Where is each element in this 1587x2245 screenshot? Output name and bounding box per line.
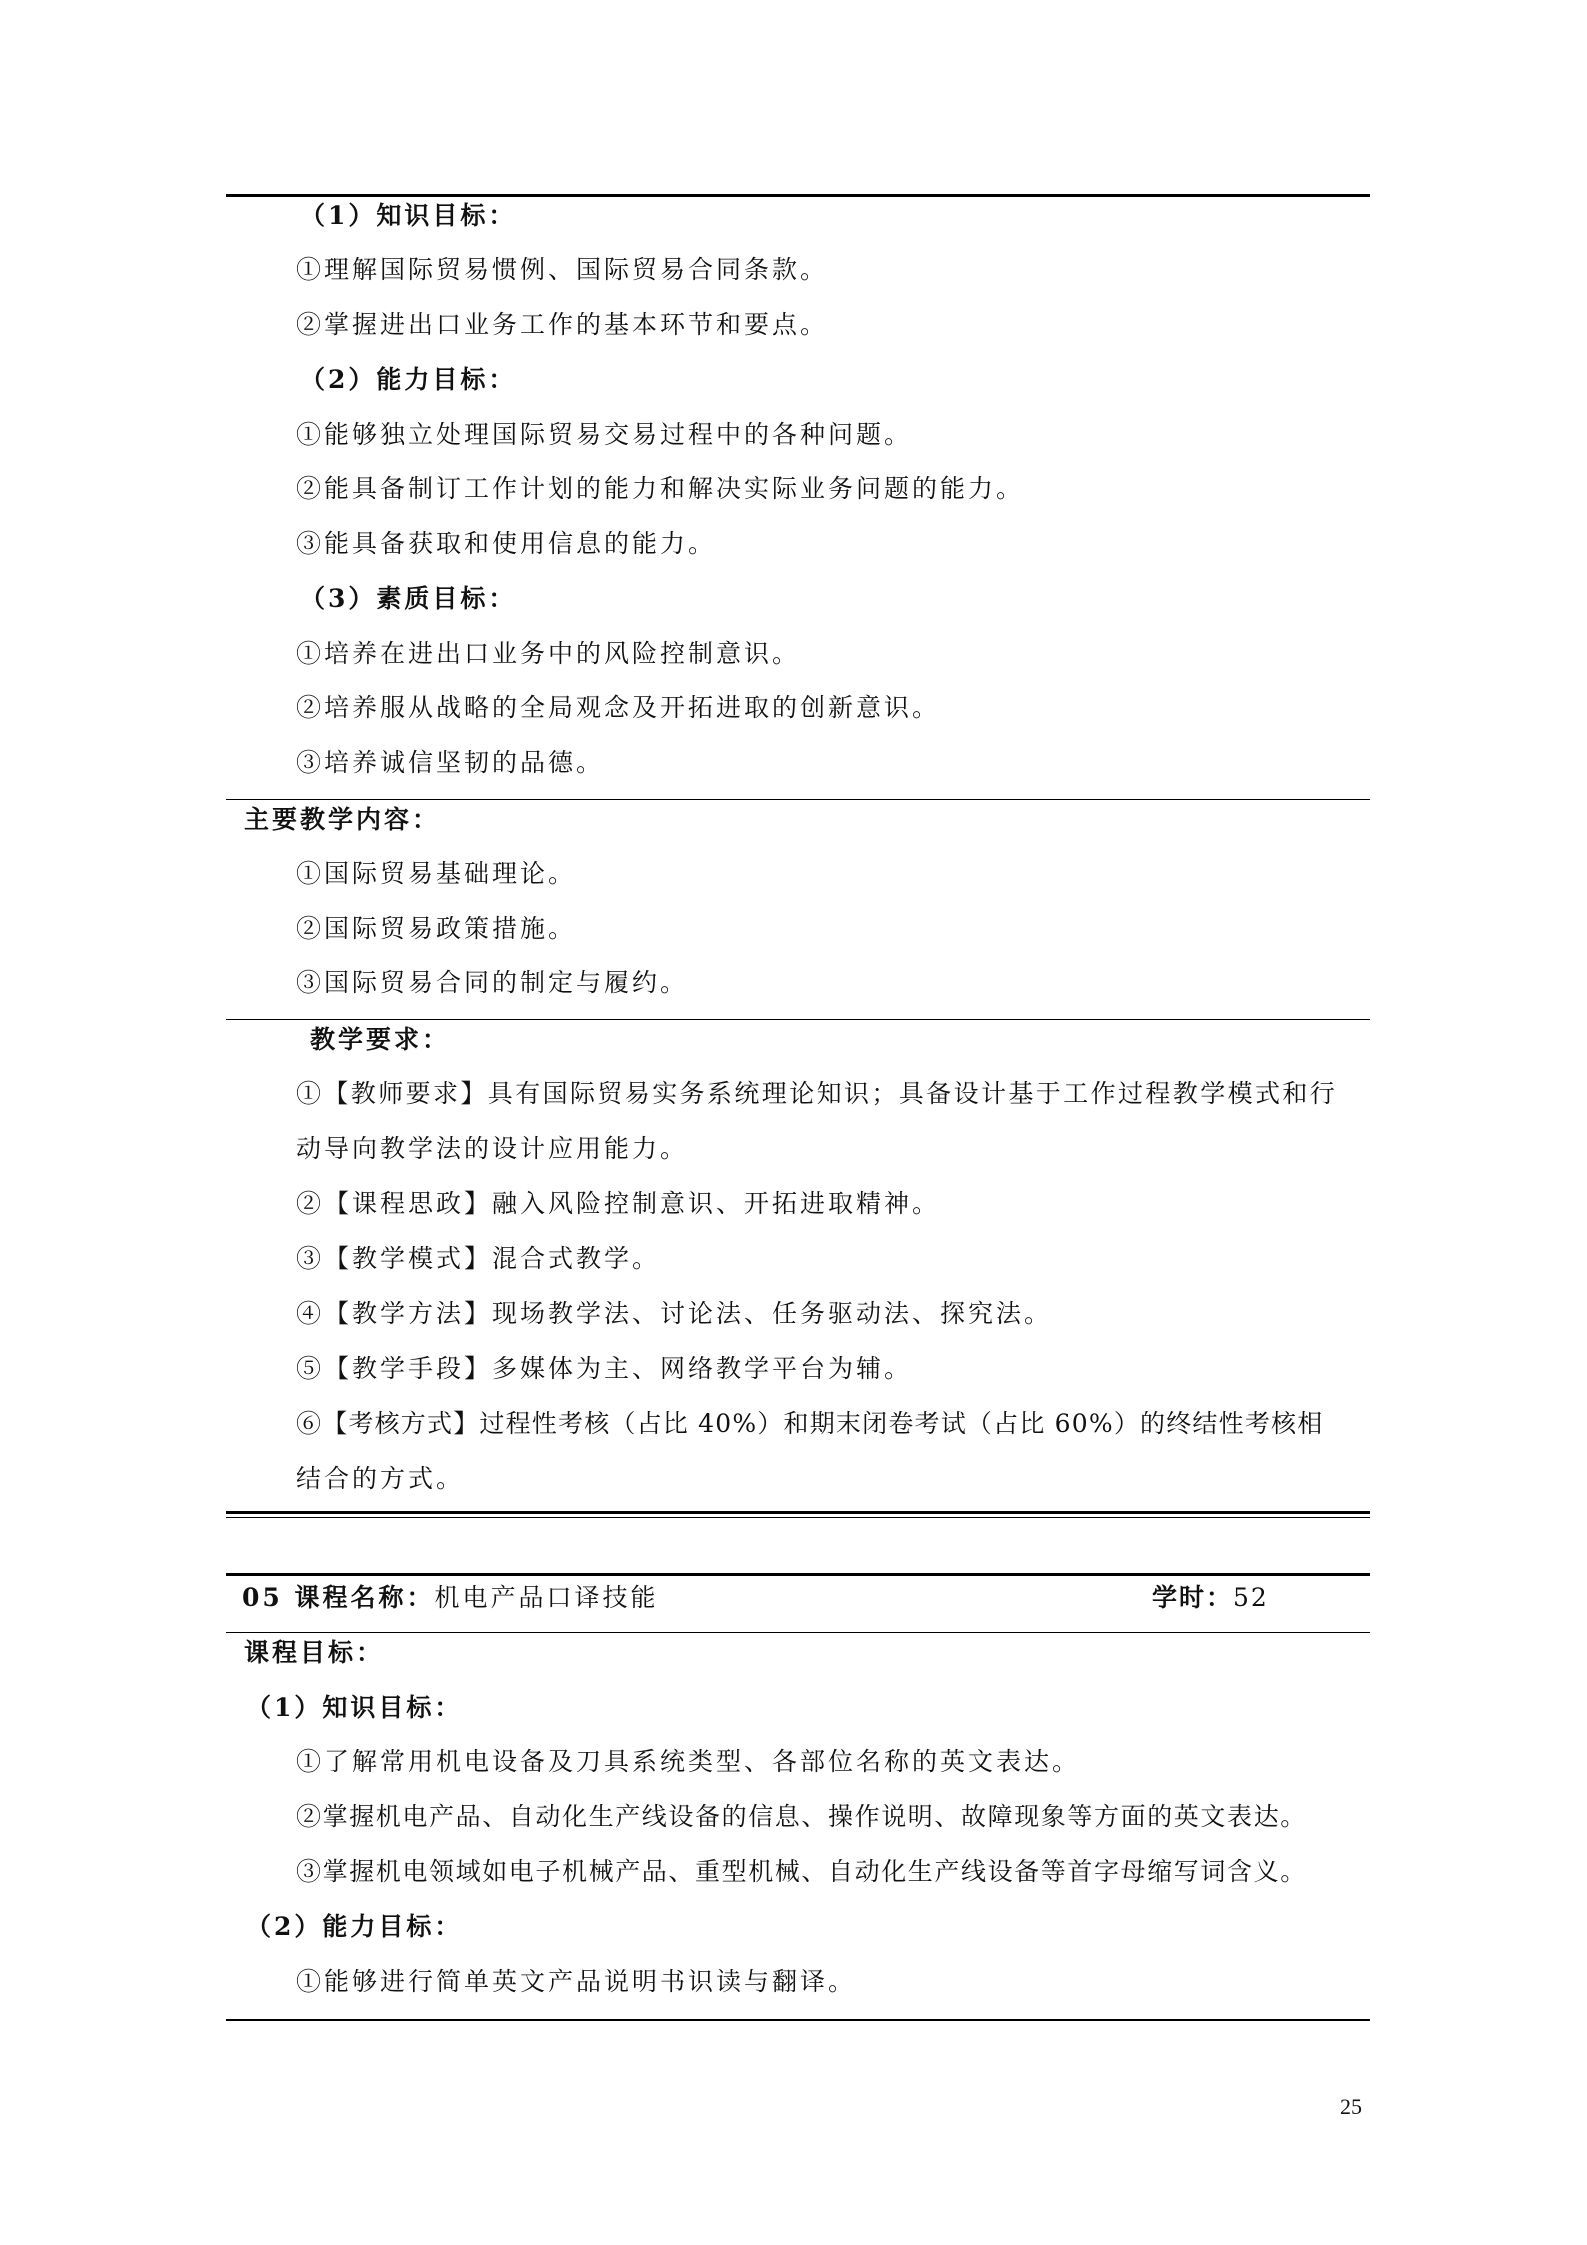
course-hours-label: 学时： bbox=[1152, 1583, 1234, 1612]
row-divider bbox=[226, 1632, 1370, 1633]
course-title-row bbox=[242, 1582, 659, 1614]
table-border-top bbox=[226, 194, 1370, 197]
teaching-requirements-heading: 教学要求： bbox=[310, 1025, 451, 1054]
quality-goals-heading: （3）素质目标： bbox=[300, 584, 517, 613]
teaching-content-item: ①国际贸易基础理论。 bbox=[296, 859, 577, 888]
knowledge-goal-item: ③掌握机电领域如电子机械产品、重型机械、自动化生产线设备等首字母缩写词含义。 bbox=[296, 1857, 1307, 1886]
knowledge-goal-item: ①理解国际贸易惯例、国际贸易合同条款。 bbox=[296, 255, 829, 284]
teaching-content-item: ②国际贸易政策措施。 bbox=[296, 914, 577, 943]
knowledge-goal-item: ①了解常用机电设备及刀具系统类型、各部位名称的英文表达。 bbox=[296, 1747, 1081, 1776]
course-hours bbox=[1152, 1582, 1269, 1614]
course-name-label: 05 课程名称： bbox=[242, 1583, 435, 1612]
requirement-line: 结合的方式。 bbox=[296, 1464, 465, 1493]
table-border-bottom bbox=[226, 2019, 1370, 2021]
ability-goal-item: ②能具备制订工作计划的能力和解决实际业务问题的能力。 bbox=[296, 474, 1025, 503]
table-border-bottom-inner bbox=[226, 1517, 1370, 1518]
row-divider bbox=[226, 1019, 1370, 1020]
requirement-line: ③【教学模式】混合式教学。 bbox=[296, 1244, 661, 1273]
quality-goal-item: ①培养在进出口业务中的风险控制意识。 bbox=[296, 639, 801, 668]
teaching-content-heading: 主要教学内容： bbox=[244, 805, 441, 834]
requirement-line: 动导向教学法的设计应用能力。 bbox=[296, 1134, 689, 1163]
knowledge-goals-heading: （1）知识目标： bbox=[246, 1693, 463, 1722]
page-number: 25 bbox=[1340, 2094, 1362, 2119]
ability-goals-heading: （2）能力目标： bbox=[246, 1912, 463, 1941]
ability-goal-item: ①能够独立处理国际贸易交易过程中的各种问题。 bbox=[296, 420, 913, 449]
ability-goal-item: ①能够进行简单英文产品说明书识读与翻译。 bbox=[296, 1967, 857, 1996]
table-border-bottom bbox=[226, 1511, 1370, 1514]
course-hours-value: 52 bbox=[1233, 1583, 1269, 1612]
teaching-content-item: ③国际贸易合同的制定与履约。 bbox=[296, 968, 689, 997]
row-divider bbox=[226, 799, 1370, 800]
course-name: 机电产品口译技能 bbox=[434, 1583, 659, 1612]
ability-goal-item: ③能具备获取和使用信息的能力。 bbox=[296, 529, 717, 558]
quality-goal-item: ②培养服从战略的全局观念及开拓进取的创新意识。 bbox=[296, 693, 941, 722]
requirement-line: ⑤【教学手段】多媒体为主、网络教学平台为辅。 bbox=[296, 1354, 913, 1383]
course-goals-heading: 课程目标： bbox=[244, 1638, 385, 1667]
ability-goals-heading: （2）能力目标： bbox=[300, 365, 517, 394]
table-border-top bbox=[226, 1573, 1370, 1576]
requirement-line: ⑥【考核方式】过程性考核（占比 40%）和期末闭卷考试（占比 60%）的终结性考核相 bbox=[296, 1409, 1324, 1438]
knowledge-goal-item: ②掌握机电产品、自动化生产线设备的信息、操作说明、故障现象等方面的英文表达。 bbox=[296, 1802, 1307, 1831]
requirement-line: ①【教师要求】具有国际贸易实务系统理论知识；具备设计基于工作过程教学模式和行 bbox=[296, 1079, 1338, 1108]
knowledge-goals-heading: （1）知识目标： bbox=[300, 201, 517, 230]
requirement-line: ④【教学方法】现场教学法、讨论法、任务驱动法、探究法。 bbox=[296, 1299, 1053, 1328]
quality-goal-item: ③培养诚信坚韧的品德。 bbox=[296, 748, 605, 777]
knowledge-goal-item: ②掌握进出口业务工作的基本环节和要点。 bbox=[296, 310, 829, 339]
requirement-line: ②【课程思政】融入风险控制意识、开拓进取精神。 bbox=[296, 1189, 941, 1218]
